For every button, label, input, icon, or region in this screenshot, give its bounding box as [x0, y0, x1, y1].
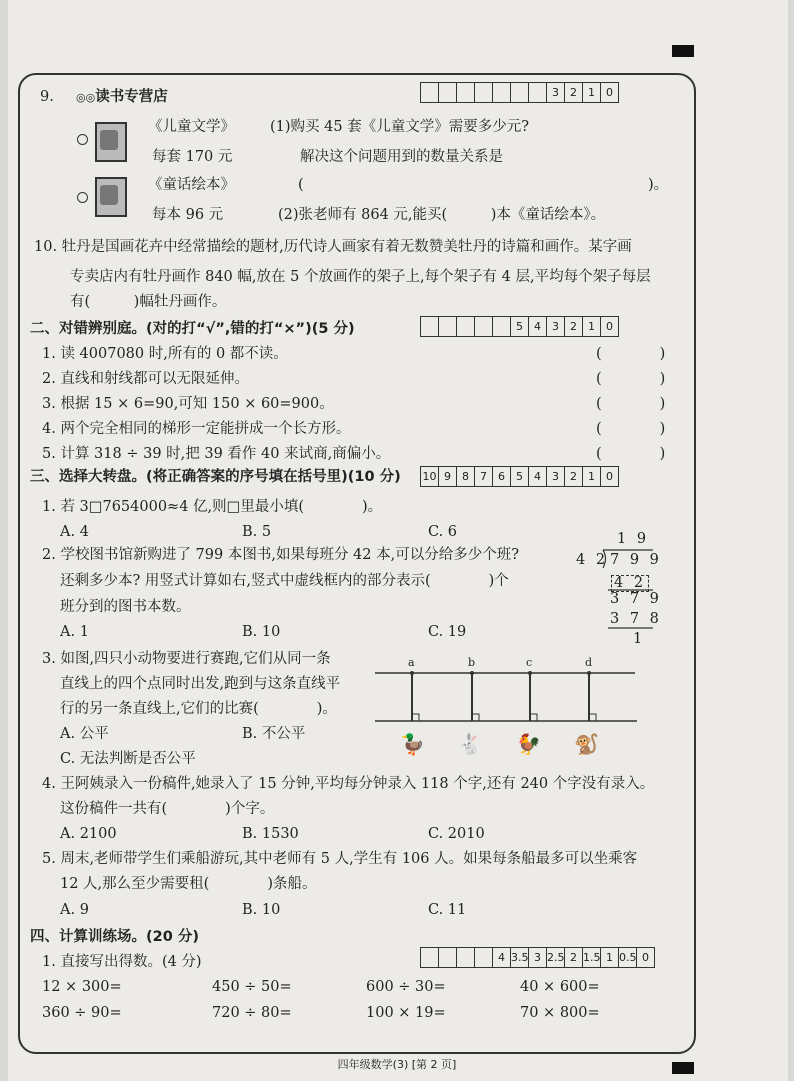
q10-line2: 专卖店内有牡丹画作 840 幅,放在 5 个放画作的架子上,每个架子有 4 层,平均每个架子每层 — [70, 269, 651, 285]
score-cell[interactable] — [492, 83, 510, 102]
s3-q3-option-c: C. 无法判断是否公平 — [60, 751, 196, 767]
score-cell[interactable] — [474, 83, 492, 102]
judge-item: 2. 直线和射线都可以无限延伸。 — [42, 371, 249, 387]
s3-q4-option-a: A. 2100 — [60, 826, 117, 842]
point-label-a: a — [408, 656, 415, 669]
s3-q4-option-c: C. 2010 — [428, 826, 485, 842]
score-cell[interactable]: 10 — [422, 470, 437, 483]
score-cell[interactable] — [438, 83, 456, 102]
score-cell[interactable]: 7 — [474, 467, 492, 486]
q9-part1-relation: 解决这个问题用到的数量关系是 — [300, 149, 503, 165]
point-label-c: c — [526, 656, 533, 669]
answer-paren[interactable]: ( ) — [596, 421, 666, 437]
store-title: ◎◎读书专营店 — [76, 89, 168, 105]
score-cell[interactable] — [456, 948, 474, 967]
division-dividend: 7 9 9 — [610, 552, 662, 568]
calc-3: 600 ÷ 30= — [366, 979, 446, 995]
s3-q1-option-a: A. 4 — [60, 524, 89, 540]
score-cell[interactable] — [438, 317, 456, 336]
score-cell[interactable]: 2.5 — [546, 948, 564, 967]
score-cell[interactable]: 3 — [546, 83, 564, 102]
s3-q4-line1: 4. 王阿姨录入一份稿件,她录入了 15 分钟,平均每分钟录入 118 个字,还有 240 个字没有录入。 — [42, 776, 655, 792]
s3-q5-option-a: A. 9 — [60, 902, 89, 918]
book2-name: 《童话绘本》 — [148, 177, 235, 193]
bullet-icon — [77, 192, 88, 203]
s3-q3-option-b: B. 不公平 — [242, 726, 306, 742]
s3-q1: 1. 若 3□7654000≈4 亿,则□里最小填( )。 — [42, 499, 383, 515]
score-cell[interactable]: 6 — [492, 467, 510, 486]
s3-q1-option-c: C. 6 — [428, 524, 458, 540]
duck-icon: 🦆 — [400, 732, 425, 756]
score-cell[interactable] — [421, 83, 438, 102]
calc-1: 12 × 300= — [42, 979, 122, 995]
q10-line1: 10. 牡丹是国画花卉中经常描绘的题材,历代诗人画家有着无数赞美牡丹的诗篇和画作。某字画 — [34, 239, 632, 255]
answer-paren[interactable]: ( ) — [596, 371, 666, 387]
division-lines — [598, 548, 658, 630]
score-cell[interactable]: 3.5 — [510, 948, 528, 967]
score-cell[interactable] — [510, 83, 528, 102]
score-cell[interactable] — [421, 317, 438, 336]
book1-price: 每套 170 元 — [152, 149, 233, 165]
s3-q1-option-b: B. 5 — [242, 524, 272, 540]
answer-paren[interactable]: ( ) — [596, 346, 666, 362]
score-cell[interactable] — [474, 948, 492, 967]
score-cell[interactable] — [474, 317, 492, 336]
calc-2: 450 ÷ 50= — [212, 979, 292, 995]
s3-q2-option-c: C. 19 — [428, 624, 467, 640]
book-cover-icon — [95, 122, 127, 162]
book-cover-icon — [95, 177, 127, 217]
q9-part1: (1)购买 45 套《儿童文学》需要多少元? — [270, 119, 529, 135]
score-box-section2 — [420, 316, 619, 337]
s3-q2-line1: 2. 学校图书馆新购进了 799 本图书,如果每班分 42 本,可以分给多少个班? — [42, 547, 519, 563]
score-cell[interactable] — [492, 317, 510, 336]
section2-title: 二、对错辨别庭。(对的打“√”,错的打“×”)(5 分) — [30, 321, 355, 337]
division-dashed-box: 4 2 — [611, 575, 649, 592]
score-cell[interactable]: 2 — [564, 83, 582, 102]
judge-item: 3. 根据 15 × 6=90,可知 150 × 60=900。 — [42, 396, 334, 412]
score-cell[interactable] — [421, 948, 438, 967]
s3-q2-option-b: B. 10 — [242, 624, 281, 640]
calc-7: 100 × 19= — [366, 1005, 446, 1021]
score-cell[interactable]: 9 — [438, 467, 456, 486]
score-cell[interactable]: 1 — [582, 83, 600, 102]
point-label-d: d — [585, 656, 593, 669]
s4-q1: 1. 直接写出得数。(4 分) — [42, 954, 202, 970]
score-cell[interactable]: 3 — [546, 467, 564, 486]
s3-q3-line2: 直线上的四个点同时出发,跑到与这条直线平 — [60, 676, 341, 692]
s3-q4-option-b: B. 1530 — [242, 826, 299, 842]
monkey-icon: 🐒 — [574, 732, 599, 756]
s3-q5-option-b: B. 10 — [242, 902, 281, 918]
bullet-icon — [77, 134, 88, 145]
point-label-b: b — [468, 656, 476, 669]
score-cell[interactable] — [456, 317, 474, 336]
score-cell[interactable]: 2 — [564, 948, 582, 967]
score-cell[interactable]: 0 — [600, 83, 618, 102]
score-cell[interactable]: 2 — [564, 467, 582, 486]
score-cell[interactable]: 1 — [600, 948, 618, 967]
score-cell[interactable]: 0 — [636, 948, 654, 967]
score-cell[interactable]: 1.5 — [582, 948, 600, 967]
score-cell[interactable]: 1 — [582, 467, 600, 486]
rabbit-icon: 🐇 — [458, 732, 483, 756]
score-cell[interactable]: 5 — [510, 317, 528, 336]
calc-6: 720 ÷ 80= — [212, 1005, 292, 1021]
section4-title: 四、计算训练场。(20 分) — [30, 929, 199, 945]
division-quotient: 1 9 — [617, 531, 650, 547]
q9-number: 9. — [40, 89, 54, 105]
answer-paren[interactable]: ( ) — [596, 446, 666, 462]
s3-q5-line1: 5. 周末,老师带学生们乘船游玩,其中老师有 5 人,学生有 106 人。如果每条船最多可以坐乘客 — [42, 851, 638, 867]
answer-paren[interactable]: ( ) — [596, 396, 666, 412]
calc-8: 70 × 800= — [520, 1005, 600, 1021]
s3-q3-line3: 行的另一条直线上,它们的比赛( )。 — [60, 701, 337, 717]
book1-name: 《儿童文学》 — [148, 119, 235, 135]
s3-q3-line1: 3. 如图,四只小动物要进行赛跑,它们从同一条 — [42, 651, 331, 667]
score-cell[interactable]: 0 — [600, 467, 618, 486]
judge-item: 5. 计算 318 ÷ 39 时,把 39 看作 40 来试商,商偏小。 — [42, 446, 391, 462]
score-cell[interactable]: 5 — [510, 467, 528, 486]
division-row2: 3 7 9 — [610, 591, 662, 607]
score-cell[interactable]: 4 — [492, 948, 510, 967]
score-box-section3 — [420, 466, 619, 487]
s3-q2-line3: 班分到的图书本数。 — [60, 599, 191, 615]
q10-line3: 有( )幅牡丹画作。 — [70, 294, 227, 310]
s3-q4-line2: 这份稿件一共有( )个字。 — [60, 801, 275, 817]
book2-price: 每本 96 元 — [152, 207, 224, 223]
score-box-q9 — [420, 82, 619, 103]
division-row3: 3 7 8 — [610, 611, 662, 627]
page-footer: 四年级数学(3) [第 2 页] — [337, 1058, 457, 1071]
s3-q2-option-a: A. 1 — [60, 624, 89, 640]
division-divisor: 4 2 — [576, 552, 609, 568]
s3-q3-option-a: A. 公平 — [60, 726, 109, 742]
registration-mark — [672, 45, 694, 57]
q9-part2: (2)张老师有 864 元,能买( )本《童话绘本》。 — [278, 207, 606, 223]
score-cell[interactable]: 8 — [456, 467, 474, 486]
score-cell[interactable]: 2 — [564, 317, 582, 336]
score-cell[interactable]: 4 — [528, 467, 546, 486]
division-remainder: 1 — [633, 631, 643, 647]
score-cell[interactable]: 0.5 — [618, 948, 636, 967]
judge-item: 1. 读 4007080 时,所有的 0 都不读。 — [42, 346, 288, 362]
calc-4: 40 × 600= — [520, 979, 600, 995]
score-box-section4 — [420, 947, 655, 968]
score-cell[interactable]: 0 — [600, 317, 618, 336]
score-cell[interactable] — [438, 948, 456, 967]
answer-paren-open: ( — [298, 177, 304, 193]
s3-q5-option-c: C. 11 — [428, 902, 467, 918]
score-cell[interactable]: 3 — [528, 948, 546, 967]
rooster-icon: 🐓 — [516, 732, 541, 756]
calc-5: 360 ÷ 90= — [42, 1005, 122, 1021]
score-cell[interactable]: 4 — [528, 317, 546, 336]
judge-item: 4. 两个完全相同的梯形一定能拼成一个长方形。 — [42, 421, 351, 437]
section3-title: 三、选择大转盘。(将正确答案的序号填在括号里)(10 分) — [30, 469, 401, 485]
score-cell[interactable]: 3 — [546, 317, 564, 336]
score-cell[interactable] — [456, 83, 474, 102]
s3-q5-line2: 12 人,那么至少需要租( )条船。 — [60, 876, 317, 892]
answer-paren-close: )。 — [648, 177, 669, 193]
score-cell[interactable]: 1 — [582, 317, 600, 336]
s3-q2-line2: 还剩多少本? 用竖式计算如右,竖式中虚线框内的部分表示( )个 — [60, 573, 509, 589]
score-cell[interactable] — [528, 83, 546, 102]
